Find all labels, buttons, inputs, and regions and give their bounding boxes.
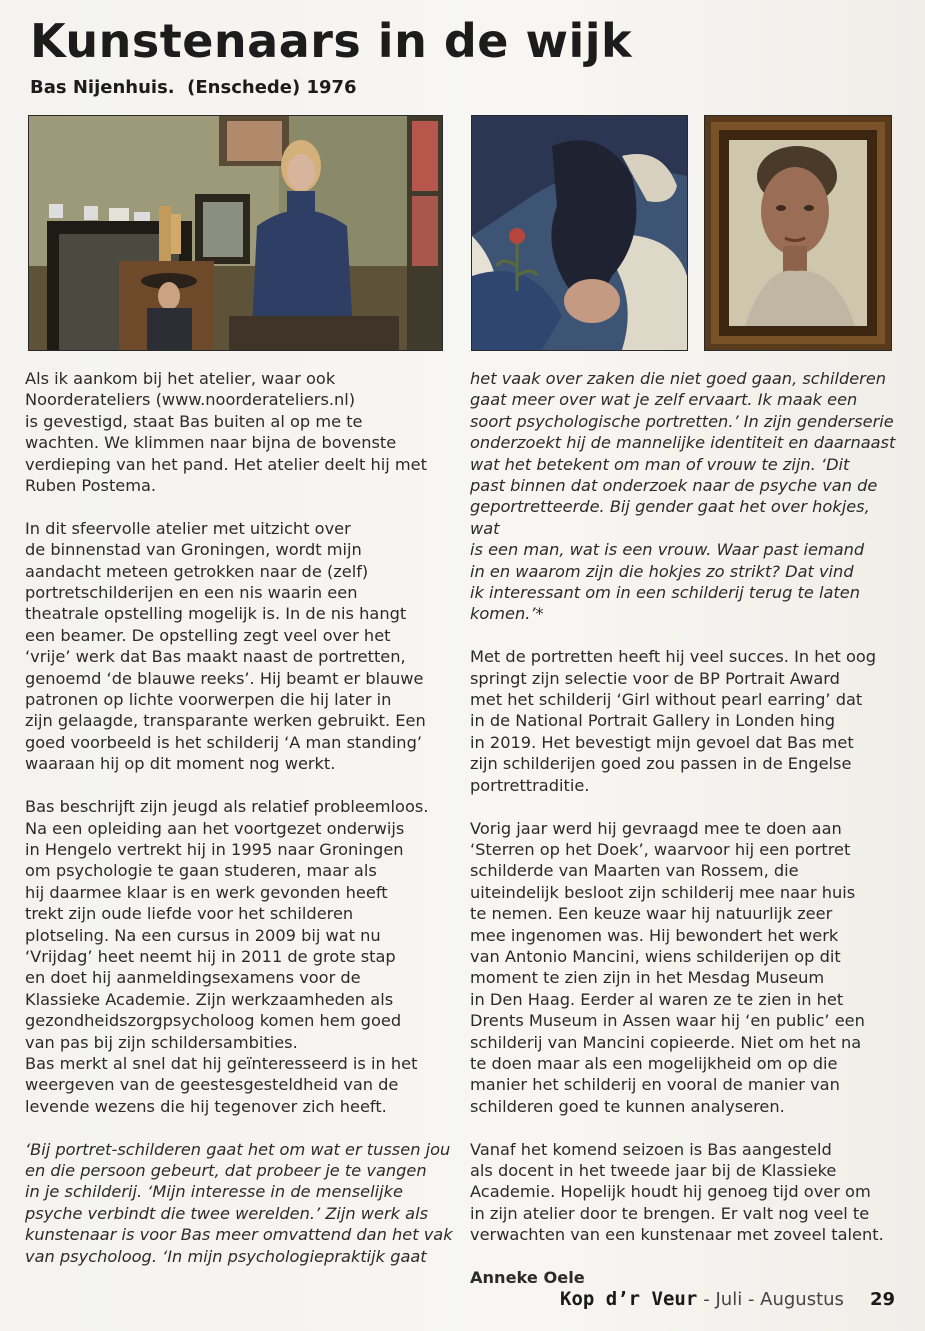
artist-in-studio-photo [28, 115, 443, 351]
magazine-name: Kop d’r Veur [560, 1288, 698, 1310]
article-column-left [25, 368, 457, 1267]
article-title: Kunstenaars in de wijk [30, 14, 633, 68]
paragraph-portrait-award: Met de portretten heeft hij veel succes. In het oog springt zijn selectie voor de BP Portrait Award met het schilderij ‘Girl without pearl earring’ dat in de National Portrait Gallery in Londen hing in 2019. Het bevestigt mijn gevoel dat Bas met zijn schilderijen goed zou passen in de Engelse portrettraditie. [470, 647, 877, 795]
article-subtitle: Bas Nijenhuis. (Enschede) 1976 [30, 77, 357, 98]
article-author: Anneke Oele [470, 1268, 585, 1287]
paragraph-arrival: Als ik aankom bij het atelier, waar ook Noorderateliers (www.noorderateliers.nl) is gevestigd, staat Bas buiten al op me te wachten. We klimmen naar bijna de bovenste verdieping van het pand. Het atelier deelt hij met Ruben Postema. [25, 369, 427, 496]
paragraph-studio: In dit sfeervolle atelier met uitzicht over de binnenstad van Groningen, wordt mijn aandacht meteen getrokken naar de (zelf) portretschilderijen en een nis waarin een theatrale opstelling mogelijk is. In de nis hangt een beamer. De opstelling zegt veel over het ‘vrije’ werk dat Bas maakt naast de portretten, genoemd ‘de blauwe reeks’. Hij beamt er blauwe patronen op lichte voorwerpen die hij later in zijn gelaagde, transparante werken gebruikt. Een goed voorbeeld is het schilderij ‘A man standing’ waaraan hij op dit moment nog werkt. [25, 518, 426, 774]
paragraph-quote-end: het vaak over zaken die niet goed gaan, schilderen gaat meer over wat je zelf ervaart. Ik maak een soort psychologische portretten.’ In zijn genderserie onderzoekt hij de mannelijke identiteit en daarnaast wat het betekent om man of vrouw te zijn. ‘Dit past binnen dat onderzoek naar de psyche van de geportretteerde. Bij gender gaat het over hokjes, wat is een man, wat is een vrouw. Waar past iemand in en waarom zijn die hokjes zo strikt? Dat vind ik interessant om in een schilderij terug te laten komen.’* [470, 369, 896, 624]
paragraph-sterren-op-het-doek: Vorig jaar werd hij gevraagd mee te doen aan ‘Sterren op het Doek’, waarvoor hij een portret schilderde van Maarten van Rossem, die uiteindelijk besloot zijn schilderij mee naar huis te nemen. Een keuze waar hij natuurlijk zeer mee ingenomen was. Hij bewondert het werk van Antonio Mancini, wiens schilderijen op dit moment te zien zijn in het Mesdag Museum in Den Haag. Eerder al waren ze te zien in het Drents Museum in Assen waar hij ‘en public’ een schilderij van Mancini copieerde. Niet om het na te doen maar als een mogelijkheid om op die manier het schilderij en vooral de manier van schilderen goed te kunnen analyseren. [470, 818, 865, 1116]
issue-label: - Juli - Augustus [703, 1289, 844, 1310]
paragraph-quote-start: ‘Bij portret-schilderen gaat het om wat er tussen jou en die persoon gebeurt, dat probeer je te vangen in je schilderij. ‘Mijn interesse in de menselijke psyche verbindt die twee werelden.’ Zijn werk als kunstenaar is voor Bas meer omvattend dan het vak van psycholoog. ‘In mijn psychologiepraktijk gaat [25, 1139, 453, 1266]
article-column-right [470, 368, 902, 1288]
paragraph-youth: Bas beschrijft zijn jeugd als relatief probleemloos. Na een opleiding aan het voortgezet onderwijs in Hengelo vertrekt hij in 1995 naar Groningen om psychologie te gaan studeren, maar als hij daarmee klaar is en werk gevonden heeft trekt zijn oude liefde voor het schilderen plotseling. Na een cursus in 2009 bij wat nu ‘Vrijdag’ heet neemt hij in 2011 de grote stap en doet hij aanmeldingsexamens voor de Klassieke Academie. Zijn werkzaamheden als gezondheidszorgpsycholoog komen hem goed van pas bij zijn schildersambities. Bas merkt al snel dat hij geïnteresseerd is in het weergeven van de geestesgesteldheid van de levende wezens die hij tegenover zich heeft. [25, 797, 429, 1116]
paragraph-teaching: Vanaf het komend seizoen is Bas aangesteld als docent in het tweede jaar bij de Klassieke Academie. Hopelijk houdt hij genoeg tijd over om in zijn atelier door te brengen. Er valt nog veel te verwachten van een kunstenaar met zoveel talent. [470, 1139, 884, 1245]
page-number: 29 [869, 1289, 895, 1310]
page-footer [560, 1288, 895, 1310]
framed-portrait-painting [704, 115, 892, 351]
blue-series-painting [471, 115, 688, 351]
